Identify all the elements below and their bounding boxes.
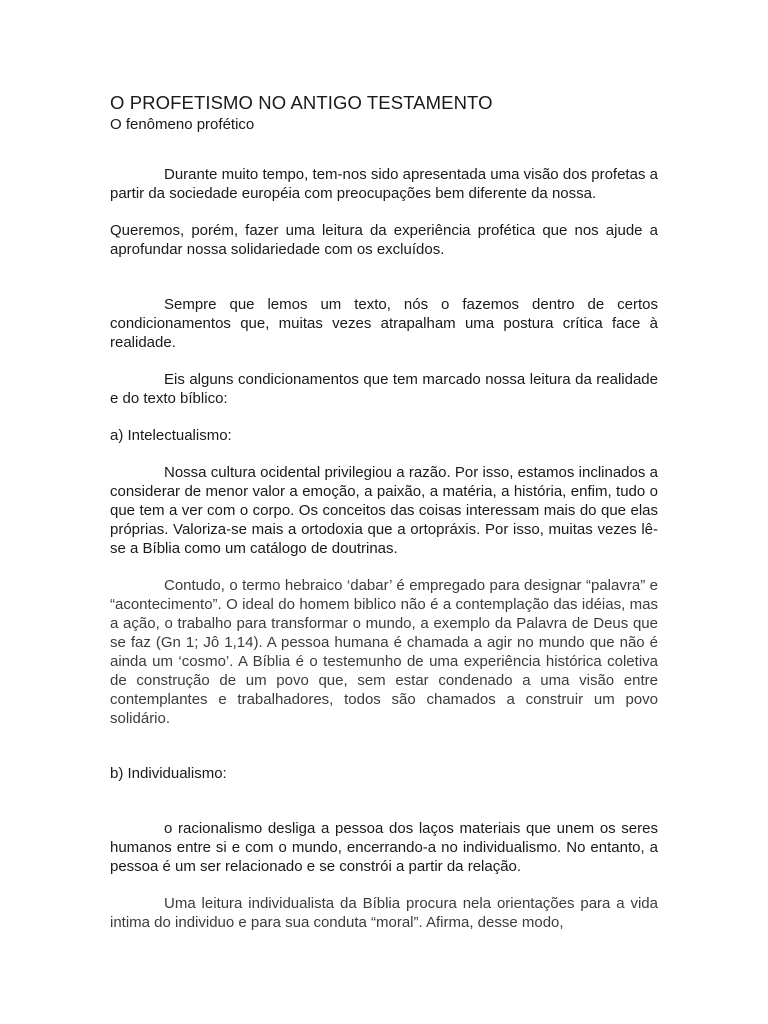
paragraph: Queremos, porém, fazer uma leitura da experiência profética que nos ajude a aprofundar nossa solidariedade com os excluídos. <box>110 222 658 258</box>
section-heading-intelectualismo: a) Intelectualismo: <box>110 427 232 444</box>
paragraph: Nossa cultura ocidental privilegiou a razão. Por isso, estamos inclinados a considerar de menor valor a emoção, a paixão, a matéria, a história, enfim, tudo o que tem a ver com o corpo. Os conceitos das coisas interessam mais do que elas próprias. Valoriza-se mais a ortodoxia que a ortopráxis. Por isso, muitas vezes lê-se a Bíblia como um catálogo de doutrinas. <box>110 464 658 557</box>
paragraph: Contudo, o termo hebraico ‘dabar’ é empregado para designar “palavra” e “acontecimento”. O ideal do homem biblico não é a contemplação das idéias, mas a ação, o trabalho para transformar o mundo, a exemplo da Palavra de Deus que se faz (Gn 1; Jô 1,14). A pessoa humana é chamada a agir no mundo que não é ainda um ‘cosmo’. A Bíblia é o testemunho de uma experiência histórica coletiva de construção de um povo que, sem estar condenado a uma visão entre contemplantes e trabalhadores, todos são chamados a construir um povo solidário. <box>110 577 658 727</box>
paragraph: Eis alguns condicionamentos que tem marcado nossa leitura da realidade e do texto bíblico: <box>110 371 658 407</box>
paragraph: o racionalismo desliga a pessoa dos laços materiais que unem os seres humanos entre si e com o mundo, encerrando-a no individualismo. No entanto, a pessoa é um ser relacionado e se constrói a partir da relação. <box>110 820 658 875</box>
paragraph: Uma leitura individualista da Bíblia procura nela orientações para a vida intima do individuo e para sua conduta “moral”. Afirma, desse modo, <box>110 895 658 931</box>
document-title: O PROFETISMO NO ANTIGO TESTAMENTO <box>110 92 493 113</box>
paragraph: Sempre que lemos um texto, nós o fazemos dentro de certos condicionamentos que, muitas vezes atrapalham uma postura crítica face à realidade. <box>110 296 658 351</box>
paragraph: Durante muito tempo, tem-nos sido apresentada uma visão dos profetas a partir da sociedade européia com preocupações bem diferente da nossa. <box>110 166 658 202</box>
document-page <box>110 92 658 932</box>
section-heading-individualismo: b) Individualismo: <box>110 765 227 782</box>
document-subtitle: O fenômeno profético <box>110 116 255 133</box>
